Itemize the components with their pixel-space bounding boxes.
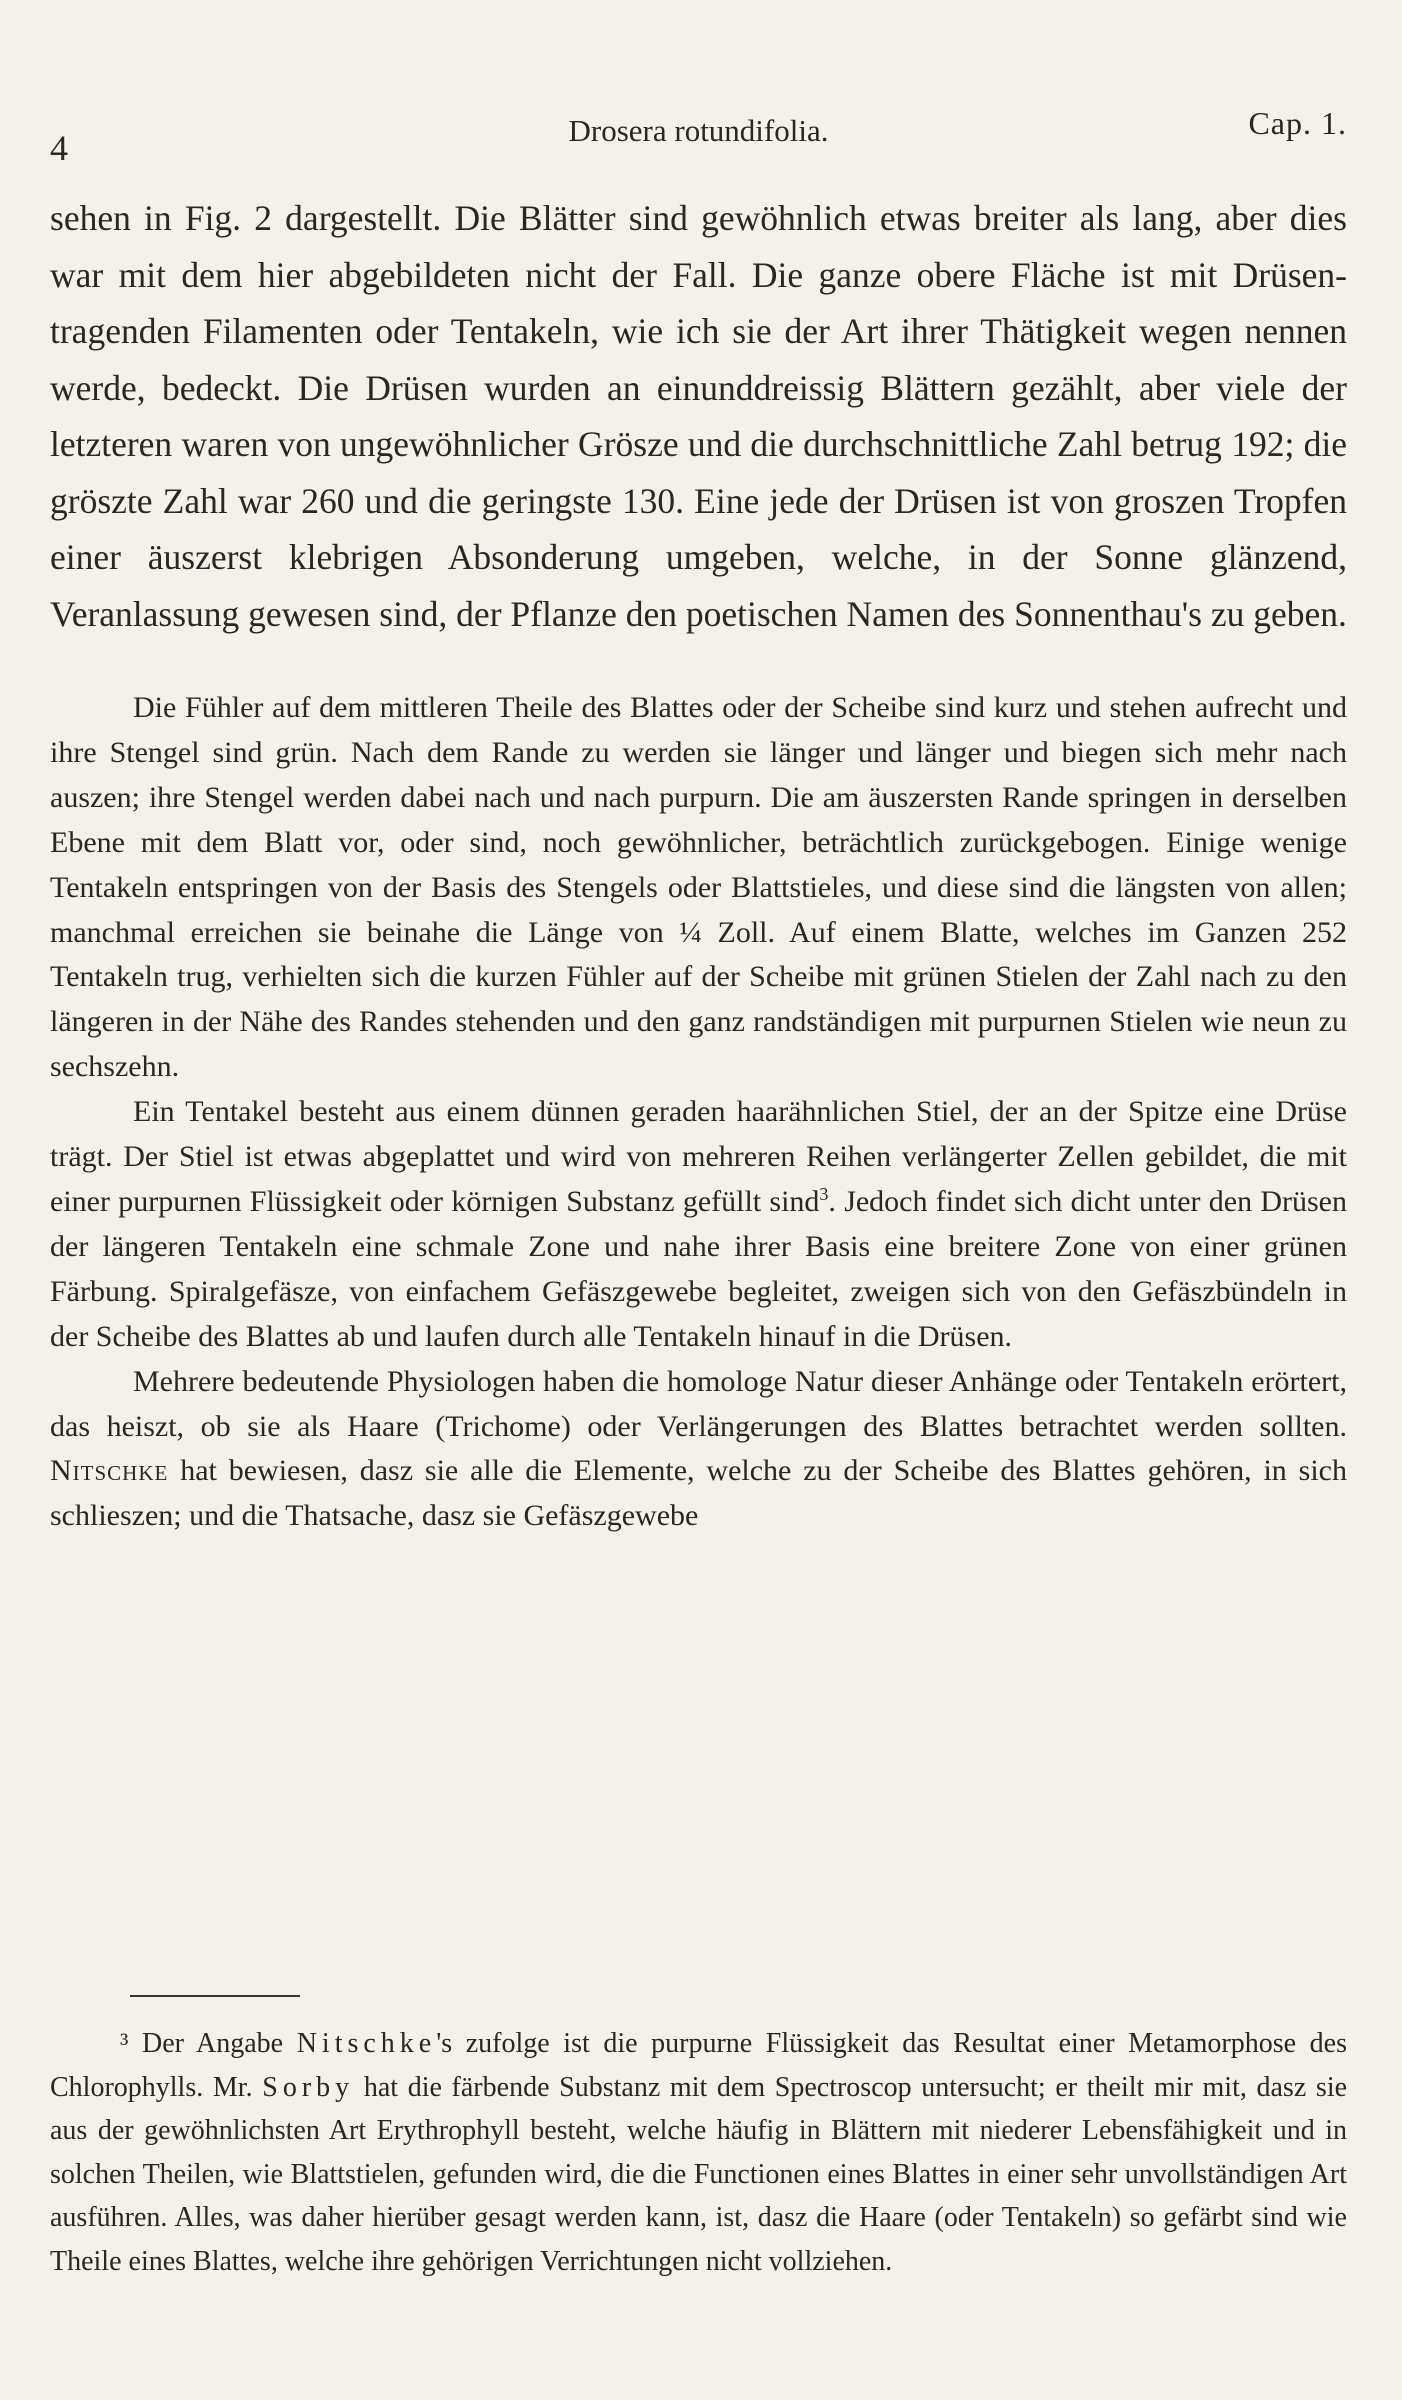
section-gap	[50, 642, 1347, 686]
paragraph-3-text-a: Ein Tentakel besteht aus einem dünnen geraden haarähnlichen Stiel, der an der Spitze eine Drüse trägt. Der Stiel ist etwas abgeplattet und wird von mehreren Reihen verlängerter Zellen gebildet, die mit einer purpurnen Flüssigkeit oder körnigen Substanz gefüllt sind	[50, 1095, 1347, 1218]
paragraph-1: sehen in Fig. 2 dargestellt. Die Blätter sind gewöhnlich etwas breiter als lang, aber dies war mit dem hier abgebildeten nicht der Fall. Die ganze obere Fläche ist mit Drüsen-tragenden Filamenten oder Tentakeln, wie ich sie der Art ihrer Thätigkeit wegen nennen werde, bedeckt. Die Drüsen wurden an einunddreissig Blättern gezählt, aber viele der letzteren waren von ungewöhnlicher Grösze und die durchschnittliche Zahl betrug 192; die gröszte Zahl war 260 und die geringste 130. Eine jede der Drüsen ist von groszen Tropfen einer äuszerst klebrigen Absonderung umgeben, welche, in der Sonne glänzend, Veranlassung gewesen sind, der Pflanze den poetischen Namen des Sonnenthau's zu geben.	[50, 198, 1347, 634]
footnote-text-b: 's zufolge ist die purpurne Flüssigkeit das Resultat einer Metamorphose des Chlorophylls. Mr.	[50, 2028, 1347, 2103]
running-title: Drosera rotundifolia.	[568, 113, 829, 148]
paragraph-4-text-a: Mehrere bedeutende Physiologen haben die homologe Natur dieser Anhänge oder Tentakeln erörtert, das heiszt, ob sie als Haare (Trichome) oder Verlängerungen des Blattes betrachtet werden sollten.	[50, 1364, 1347, 1443]
paragraph-4-text-b: hat bewiesen, dasz sie alle die Elemente, welche zu der Scheibe des Blattes gehören, in sich schlieszen; und die Thatsache, dasz sie Gefäszgewebe	[50, 1454, 1347, 1533]
footnote-name-sorby: Sorby	[262, 2071, 355, 2103]
paragraph-3	[50, 1090, 1347, 1359]
author-name-nitschke: Nitschke	[50, 1454, 169, 1488]
page-header	[50, 105, 1347, 168]
footnote-marker: ³	[120, 2028, 129, 2059]
footnote-reference: 3	[819, 1183, 829, 1204]
paragraph-4	[50, 1360, 1347, 1540]
footnote-text-a: Der Angabe	[142, 2028, 284, 2059]
page-number: 4	[50, 128, 68, 168]
footnote-divider	[130, 1995, 300, 1997]
footnote	[50, 2022, 1347, 2283]
footnote-name-nitschke: Nitschke	[296, 2028, 437, 2059]
footnote-text-c: hat die färbende Substanz mit dem Spectroscop untersucht; er theilt mir mit, dasz sie aus der gewöhnlichsten Art Erythrophyll besteht, welche häufig in Blättern mit niederer Lebensfähigkeit und in solchen Theilen, wie Blattstielen, gefunden wird, die die Functionen eines Blattes in einer sehr unvollständigen Art ausführen. Alles, was daher hierüber gesagt werden kann, ist, dasz die Haare (oder Tentakeln) so gefärbt sind wie Theile eines Blattes, welche ihre gehörigen Verrichtungen nicht vollziehen.	[50, 2071, 1348, 2277]
paragraph-3-text-b: . Jedoch findet sich dicht unter den Drüsen der längeren Tentakeln eine schmale Zone und nahe ihrer Basis eine breitere Zone von einer grünen Färbung. Spiralgefäsze, von einfachem Gefäszgewebe begleitet, zweigen sich von den Gefäszbündeln in der Scheibe des Blattes ab und laufen durch alle Tentakeln hinauf in die Drüsen.	[50, 1184, 1347, 1353]
main-text	[50, 190, 1347, 1539]
paragraph-2: Die Fühler auf dem mittleren Theile des Blattes oder der Scheibe sind kurz und stehen aufrecht und ihre Stengel sind grün. Nach dem Rande zu werden sie länger und länger und biegen sich mehr nach auszen; ihre Stengel werden dabei nach und nach purpurn. Die am äuszersten Rande springen in derselben Ebene mit dem Blatt vor, oder sind, noch gewöhnlicher, beträchtlich zurückgebogen. Einige wenige Tentakeln entspringen von der Basis des Stengels oder Blattstieles, und diese sind die längsten von allen; manchmal erreichen sie beinahe die Länge von ¼ Zoll. Auf einem Blatte, welches im Ganzen 252 Tentakeln trug, verhielten sich die kurzen Fühler auf der Scheibe mit grünen Stielen der Zahl nach zu den längeren in der Nähe des Randes stehenden und den ganz randständigen mit purpurnen Stielen wie neun zu sechszehn.	[50, 691, 1347, 1084]
chapter-label: Cap. 1.	[1248, 105, 1347, 141]
